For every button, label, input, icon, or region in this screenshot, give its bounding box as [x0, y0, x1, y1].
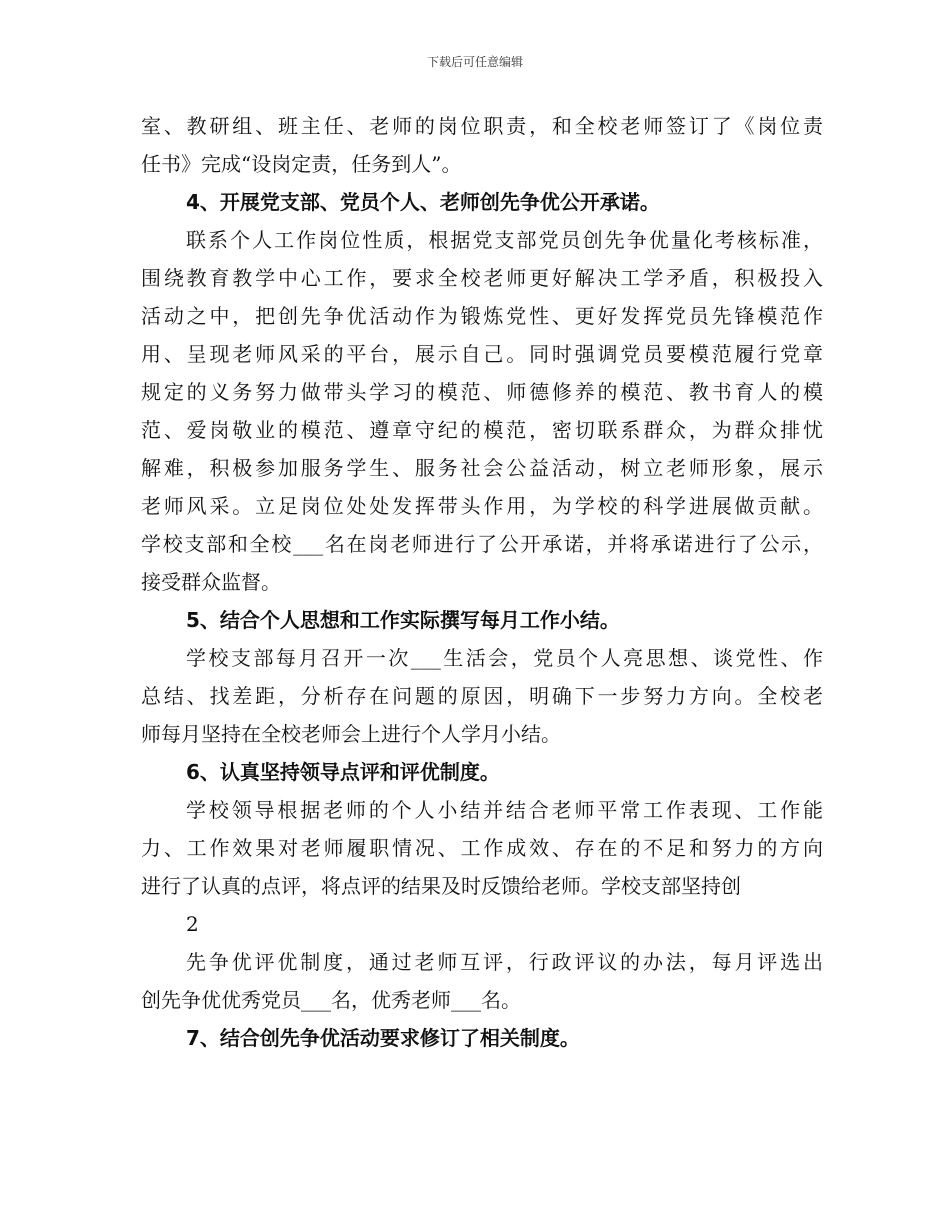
page-number: 2 [186, 912, 199, 936]
body-line: 总结、找差距，分析存在问题的原因，明确下一步努力方向。全校老 [141, 684, 823, 708]
body-line: 老师风采。立足岗位处处发挥带头作用，为学校的科学进展做贡献。 [141, 494, 823, 518]
body-line: 任书》完成“设岗定责，任务到人”。 [141, 152, 462, 176]
body-line: 进行了认真的点评，将点评的结果及时反馈给老师。学校支部坚持创 [141, 874, 741, 898]
section-heading: 4、开展党支部、党员个人、老师创先争优公开承诺。 [186, 190, 660, 214]
body-line: 范、爱岗敬业的模范、遵章守纪的模范，密切联系群众，为群众排忧 [141, 418, 823, 442]
body-line: 师每月坚持在全校老师会上进行个人学月小结。 [141, 722, 561, 746]
body-line: 活动之中，把创先争优活动作为锻炼党性、更好发挥党员先锋模范作 [141, 304, 823, 328]
body-line: 力、工作效果对老师履职情况、工作成效、存在的不足和努力的方向 [141, 836, 823, 860]
body-line: 学校领导根据老师的个人小结并结合老师平常工作表现、工作能 [186, 798, 823, 822]
body-line: 创先争优优秀党员___名，优秀老师___名。 [141, 988, 521, 1012]
section-heading: 5、结合个人思想和工作实际撰写每月工作小结。 [186, 608, 620, 632]
body-line: 学校支部每月召开一次___生活会，党员个人亮思想、谈党性、作 [186, 646, 823, 670]
body-line: 解难，积极参加服务学生、服务社会公益活动，树立老师形象，展示 [141, 456, 823, 480]
page-header: 下载后可任意编辑 [426, 55, 523, 69]
body-line: 围绕教育教学中心工作，要求全校老师更好解决工学矛盾，积极投入 [141, 266, 823, 290]
section-heading: 7、结合创先争优活动要求修订了相关制度。 [186, 1026, 580, 1050]
body-line: 先争优评优制度，通过老师互评，行政评议的办法，每月评选出 [186, 950, 823, 974]
body-line: 学校支部和全校___名在岗老师进行了公开承诺，并将承诺进行了公示， [141, 532, 823, 556]
section-heading: 6、认真坚持领导点评和评优制度。 [186, 760, 500, 784]
body-line: 联系个人工作岗位性质，根据党支部党员创先争优量化考核标准， [186, 228, 823, 252]
body-line: 接受群众监督。 [141, 570, 281, 594]
document-body [141, 107, 823, 1057]
body-line: 用、呈现老师风采的平台，展示自己。同时强调党员要模范履行党章 [141, 342, 823, 366]
body-line: 规定的义务努力做带头学习的模范、师德修养的模范、教书育人的模 [141, 380, 823, 404]
body-line: 室、教研组、班主任、老师的岗位职责，和全校老师签订了《岗位责 [141, 114, 823, 138]
